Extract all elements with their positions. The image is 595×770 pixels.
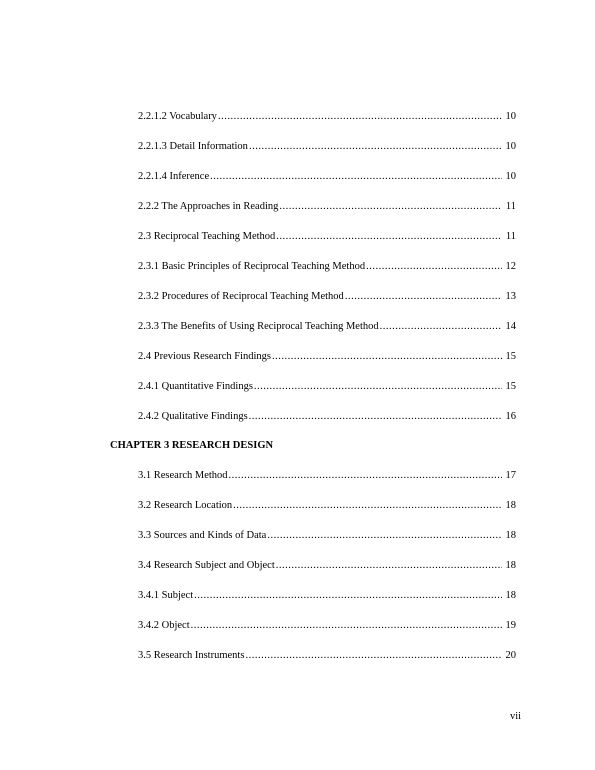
toc-entry-label: 2.4 Previous Research Findings <box>138 351 271 362</box>
dot-leader <box>380 320 502 334</box>
toc-entry <box>138 559 516 573</box>
toc-entry-label: 3.3 Sources and Kinds of Data <box>138 530 267 541</box>
toc-entry <box>138 589 516 603</box>
toc-entry <box>138 529 516 543</box>
toc-entry-page: 10 <box>505 171 516 182</box>
toc-entry-label: 3.4 Research Subject and Object <box>138 560 275 571</box>
toc-entry-label: 2.3 Reciprocal Teaching Method <box>138 231 276 242</box>
toc-entry-page: 18 <box>505 590 516 601</box>
toc-entry-label: 2.3.3 The Benefits of Using Reciprocal Teaching Method <box>138 321 379 332</box>
dot-leader <box>249 410 502 424</box>
toc-entry-page: 11 <box>505 201 516 212</box>
toc-entry <box>138 110 516 124</box>
dot-leader <box>191 619 502 633</box>
toc-entry-label: 2.2.1.2 Vocabulary <box>138 111 217 122</box>
dot-leader <box>218 110 502 124</box>
toc-entry-page: 14 <box>505 321 516 332</box>
toc-entry-page: 17 <box>505 470 516 481</box>
toc-entry <box>138 619 516 633</box>
toc-entry <box>138 320 516 334</box>
dot-leader <box>267 529 502 543</box>
toc-entry-label: 2.2.2 The Approaches in Reading <box>138 201 279 212</box>
dot-leader <box>245 649 502 663</box>
toc-entry-page: 18 <box>505 560 516 571</box>
toc-entry <box>138 499 516 513</box>
dot-leader <box>194 589 502 603</box>
toc-entry-label: 3.1 Research Method <box>138 470 228 481</box>
dot-leader <box>229 469 502 483</box>
dot-leader <box>345 290 502 304</box>
toc-entry-page: 16 <box>505 411 516 422</box>
toc-entry <box>138 380 516 394</box>
page-number: vii <box>510 711 522 722</box>
toc-entry <box>138 410 516 424</box>
toc-entry <box>138 290 516 304</box>
toc-entry-label: 2.3.2 Procedures of Reciprocal Teaching Method <box>138 291 344 302</box>
dot-leader <box>210 170 502 184</box>
toc-entry <box>138 260 516 274</box>
toc-entry-page: 13 <box>505 291 516 302</box>
toc-entry <box>138 350 516 364</box>
toc-entry-label: 3.5 Research Instruments <box>138 650 245 661</box>
dot-leader <box>272 350 502 364</box>
dot-leader <box>254 380 502 394</box>
toc-entry <box>138 649 516 663</box>
toc-entry <box>138 469 516 483</box>
toc-entry-page: 18 <box>505 530 516 541</box>
toc-entry <box>138 170 516 184</box>
toc-entry-label: 2.2.1.4 Inference <box>138 171 210 182</box>
toc-entry-label: 3.4.1 Subject <box>138 590 194 601</box>
toc-entry <box>138 140 516 154</box>
toc-entry-page: 11 <box>505 231 516 242</box>
dot-leader <box>366 260 502 274</box>
toc-entry-page: 12 <box>505 261 516 272</box>
toc-entry-page: 15 <box>505 381 516 392</box>
dot-leader <box>249 140 502 154</box>
toc-entry-page: 10 <box>505 111 516 122</box>
dot-leader <box>279 200 502 214</box>
toc-entry-label: 2.2.1.3 Detail Information <box>138 141 248 152</box>
toc-entry-label: 3.4.2 Object <box>138 620 190 631</box>
toc-entry-page: 18 <box>505 500 516 511</box>
chapter-heading: CHAPTER 3 RESEARCH DESIGN <box>110 440 274 451</box>
toc-entry-label: 2.3.1 Basic Principles of Reciprocal Teaching Method <box>138 261 366 272</box>
toc-entry <box>138 200 516 214</box>
dot-leader <box>233 499 502 513</box>
dot-leader <box>276 559 502 573</box>
toc-entry <box>138 230 516 244</box>
toc-entry-page: 15 <box>505 351 516 362</box>
toc-entry-page: 10 <box>505 141 516 152</box>
toc-entry-page: 19 <box>505 620 516 631</box>
toc-entry-label: 3.2 Research Location <box>138 500 233 511</box>
toc-entry-label: 2.4.1 Quantitative Findings <box>138 381 253 392</box>
toc-entry-page: 20 <box>505 650 516 661</box>
toc-entry-label: 2.4.2 Qualitative Findings <box>138 411 248 422</box>
dot-leader <box>276 230 502 244</box>
